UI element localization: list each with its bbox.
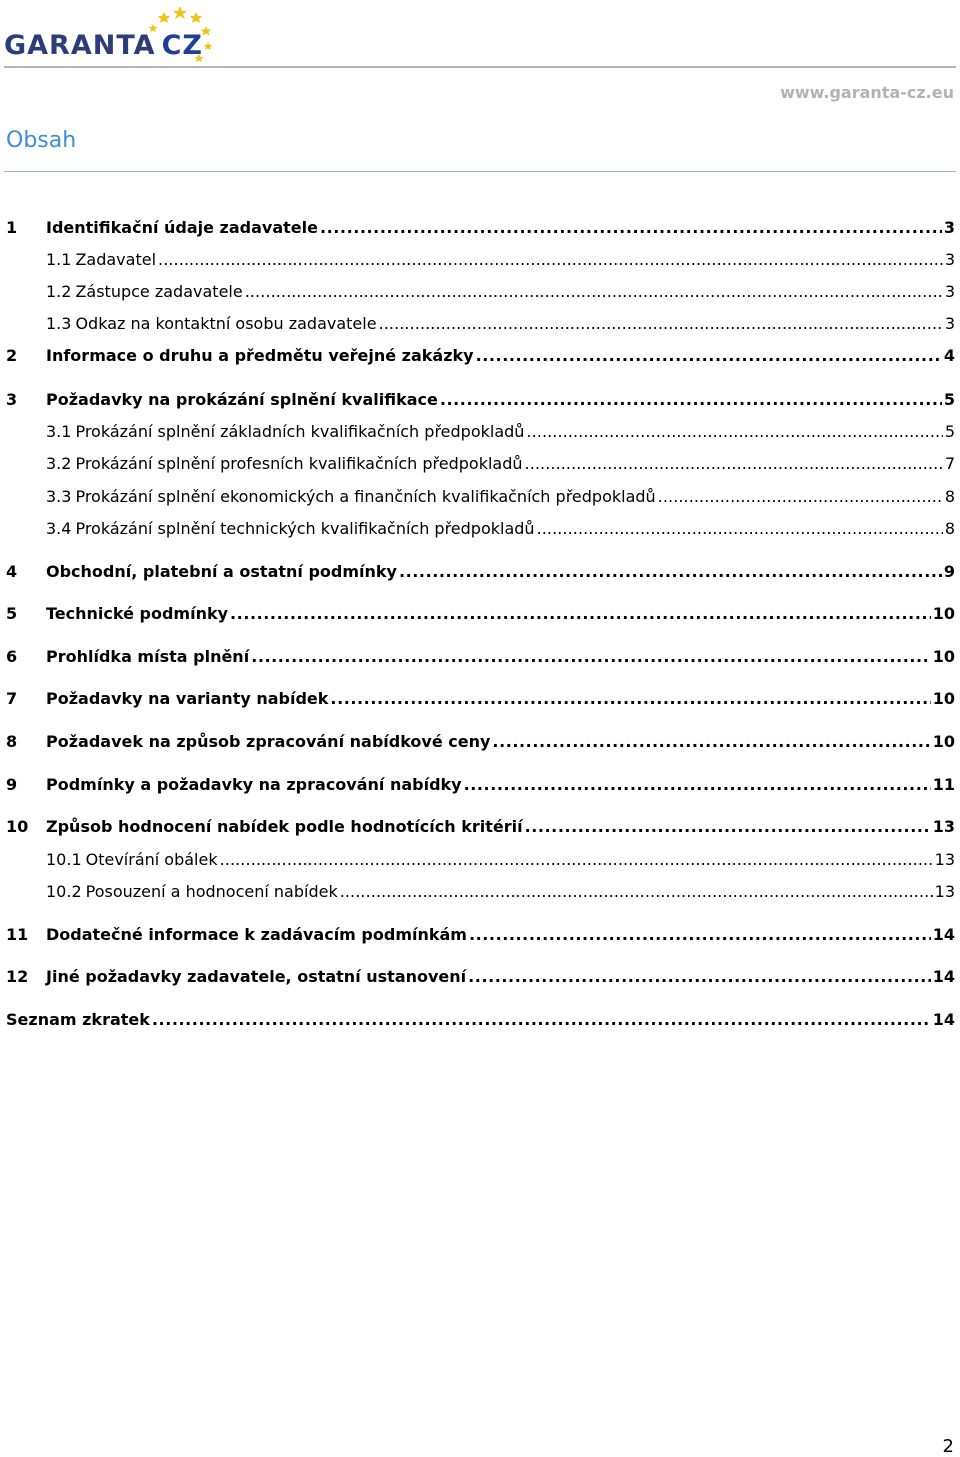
- toc-dot-leader: [158, 249, 943, 271]
- toc-dot-leader: [464, 774, 931, 796]
- toc-entry-label: Posouzení a hodnocení nabídek: [85, 882, 338, 901]
- toc-entry[interactable]: [46, 249, 955, 271]
- toc-entry[interactable]: [6, 966, 955, 988]
- toc-entry[interactable]: [46, 518, 955, 540]
- toc-entry[interactable]: [6, 646, 955, 668]
- toc-dot-leader: [525, 816, 931, 838]
- toc-entry-page: 4: [943, 346, 955, 365]
- toc-entry-label: Prokázání splnění technických kvalifikačních předpokladů: [75, 519, 535, 538]
- toc-dot-leader: [492, 731, 930, 753]
- toc-dot-leader: [469, 924, 931, 946]
- toc-dot-leader: [152, 1009, 931, 1031]
- toc-dot-leader: [220, 849, 933, 871]
- toc-entry-page: 11: [932, 775, 955, 794]
- toc-entry[interactable]: [6, 731, 955, 753]
- company-logo: [4, 4, 216, 64]
- toc-title: Obsah: [6, 128, 77, 153]
- toc-entry-label: Obchodní, platební a ostatní podmínky: [46, 562, 397, 581]
- toc-entry-number: 10.1: [46, 850, 82, 869]
- toc-dot-leader: [525, 453, 943, 475]
- toc-entry-number: 6: [6, 647, 18, 666]
- toc-entry-label: Požadavky na prokázání splnění kvalifikace: [46, 390, 438, 409]
- toc-entry-number: 7: [6, 689, 18, 708]
- toc-entry-label: Zadavatel: [75, 250, 157, 269]
- toc-entry[interactable]: [46, 486, 955, 508]
- toc-dot-leader: [379, 313, 943, 335]
- toc-entry-number: 11: [6, 925, 29, 944]
- toc-entry-page: 10: [932, 732, 955, 751]
- website-link[interactable]: www.garanta-cz.eu: [780, 83, 954, 102]
- toc-dot-leader: [658, 486, 943, 508]
- toc-entry-page: 3: [944, 250, 955, 269]
- toc-entry[interactable]: [6, 603, 955, 625]
- toc-dot-leader: [526, 421, 942, 443]
- toc-entry-number: 8: [6, 732, 18, 751]
- toc-entry[interactable]: [6, 389, 955, 411]
- toc-entry-page: 5: [943, 390, 955, 409]
- toc-entry-page: 13: [934, 850, 955, 869]
- toc-entry-page: 14: [932, 925, 955, 944]
- toc-entry-label: Prokázání splnění ekonomických a finančních kvalifikačních předpokladů: [75, 487, 656, 506]
- toc-entry-number: 10.2: [46, 882, 82, 901]
- logo-text-cz: CZ: [161, 30, 203, 61]
- toc-entry[interactable]: [6, 1009, 955, 1031]
- toc-entry-number: 3.2: [46, 454, 72, 473]
- toc-entry-label: Zástupce zadavatele: [75, 282, 243, 301]
- toc-entry-label: Jiné požadavky zadavatele, ostatní ustanovení: [46, 967, 467, 986]
- toc-entry[interactable]: [46, 881, 955, 903]
- toc-entry-number: 12: [6, 967, 29, 986]
- toc-entry[interactable]: [6, 217, 955, 239]
- toc-dot-leader: [468, 966, 931, 988]
- toc-entry-label: Prohlídka místa plnění: [46, 647, 250, 666]
- logo-text-main: GARANTA: [4, 30, 156, 61]
- toc-entry-page: 10: [932, 604, 955, 623]
- toc-entry-label: Identifikační údaje zadavatele: [46, 218, 318, 237]
- toc-entry[interactable]: [6, 924, 955, 946]
- toc-dot-leader: [340, 881, 933, 903]
- toc-entry-label: Dodatečné informace k zadávacím podmínkám: [46, 925, 467, 944]
- toc-dot-leader: [440, 389, 942, 411]
- toc-entry-number: 1.1: [46, 250, 72, 269]
- toc-entry[interactable]: [46, 453, 955, 475]
- toc-entry-number: 1.2: [46, 282, 72, 301]
- toc-entry-label: Prokázání splnění základních kvalifikačních předpokladů: [75, 422, 525, 441]
- toc-entry-number: 3: [6, 390, 18, 409]
- toc-entry[interactable]: [6, 816, 955, 838]
- toc-entry-number: 9: [6, 775, 18, 794]
- header-divider: [4, 66, 956, 68]
- toc-dot-leader: [251, 646, 931, 668]
- toc-dot-leader: [399, 561, 942, 583]
- toc-entry-number: 3.1: [46, 422, 72, 441]
- toc-entry-label: Seznam zkratek: [6, 1010, 150, 1029]
- toc-entry-page: 3: [944, 282, 955, 301]
- toc-entry-page: 10: [932, 647, 955, 666]
- toc-entry-page: 13: [932, 817, 955, 836]
- toc-entry-number: 4: [6, 562, 18, 581]
- toc-entry-page: 3: [943, 218, 955, 237]
- toc-entry-label: Informace o druhu a předmětu veřejné zakázky: [46, 346, 474, 365]
- toc-entry-number: 3.3: [46, 487, 72, 506]
- toc-entry-page: 8: [944, 519, 955, 538]
- toc-entry[interactable]: [6, 345, 955, 367]
- toc-entry-page: 8: [944, 487, 955, 506]
- toc-entry-label: Podmínky a požadavky na zpracování nabídky: [46, 775, 462, 794]
- toc-entry[interactable]: [46, 421, 955, 443]
- toc-entry-label: Prokázání splnění profesních kvalifikačních předpokladů: [75, 454, 523, 473]
- toc-entry-number: 10: [6, 817, 29, 836]
- toc-entry-number: 3.4: [46, 519, 72, 538]
- toc-entry-page: 7: [944, 454, 955, 473]
- toc-entry[interactable]: [46, 849, 955, 871]
- toc-entry-label: Způsob hodnocení nabídek podle hodnotících kritérií: [46, 817, 523, 836]
- toc-entry-number: 1: [6, 218, 18, 237]
- logo-wordmark: [4, 30, 203, 61]
- toc-entry-label: Otevírání obálek: [85, 850, 218, 869]
- toc-entry[interactable]: [6, 774, 955, 796]
- toc-dot-leader: [476, 345, 942, 367]
- toc-entry-page: 3: [944, 314, 955, 333]
- toc-entry-number: 5: [6, 604, 18, 623]
- toc-entry-number: 2: [6, 346, 18, 365]
- toc-dot-leader: [245, 281, 943, 303]
- page-number: 2: [942, 1436, 954, 1457]
- toc-entry-page: 14: [932, 967, 955, 986]
- toc-entry-label: Odkaz na kontaktní osobu zadavatele: [75, 314, 377, 333]
- toc-entry[interactable]: [46, 313, 955, 335]
- toc-dot-leader: [330, 688, 930, 710]
- toc-entry-page: 14: [932, 1010, 955, 1029]
- toc-entry-label: Požadavek na způsob zpracování nabídkové ceny: [46, 732, 491, 751]
- toc-entry-label: Technické podmínky: [46, 604, 229, 623]
- toc-entry[interactable]: [6, 688, 955, 710]
- toc-dot-leader: [537, 518, 943, 540]
- toc-entry-number: 1.3: [46, 314, 72, 333]
- toc-dot-leader: [320, 217, 942, 239]
- toc-dot-leader: [230, 603, 931, 625]
- toc-entry-label: Požadavky na varianty nabídek: [46, 689, 329, 708]
- toc-entry-page: 13: [934, 882, 955, 901]
- toc-entry-page: 5: [944, 422, 955, 441]
- toc-entry[interactable]: [46, 281, 955, 303]
- toc-entry[interactable]: [6, 561, 955, 583]
- toc-entry-page: 9: [943, 562, 955, 581]
- title-divider: [4, 171, 956, 172]
- toc-entry-page: 10: [932, 689, 955, 708]
